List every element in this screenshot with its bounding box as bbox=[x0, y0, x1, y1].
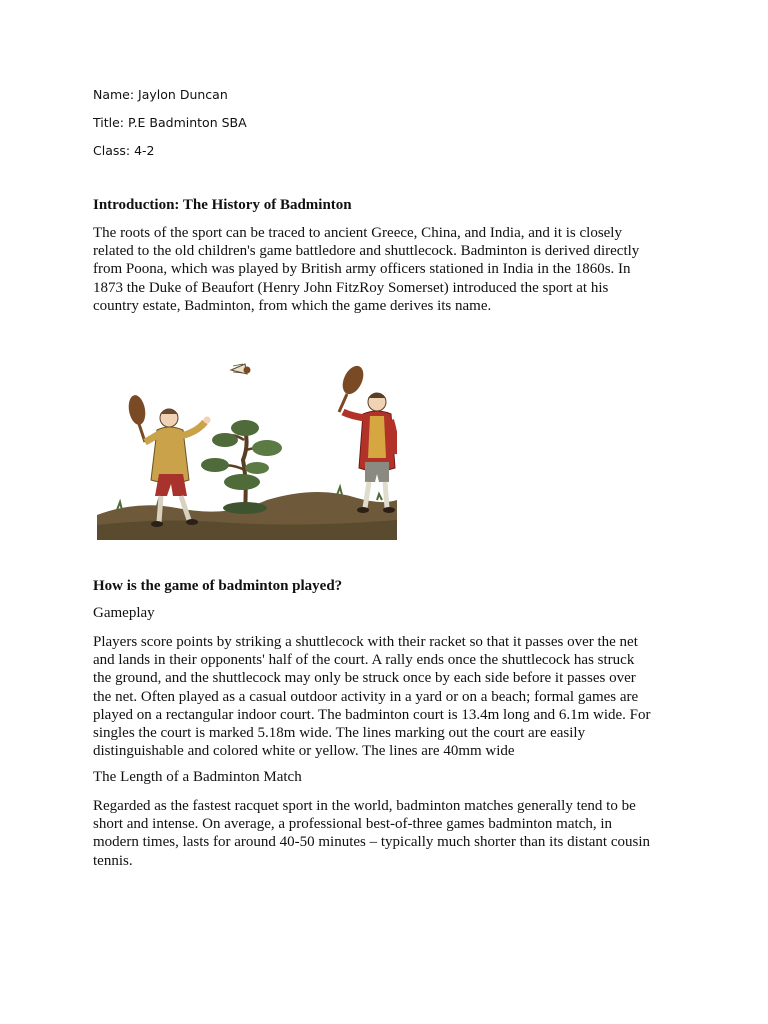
intro-paragraph bbox=[93, 224, 683, 315]
gameplay-paragraph bbox=[93, 633, 683, 760]
intro-line: related to the old children's game battledore and shuttlecock. Badminton is derived directly bbox=[93, 243, 640, 260]
gameplay-line: Players score points by striking a shuttlecock with their racket so that it passes over the net bbox=[93, 634, 638, 650]
intro-line: country estate, Badminton, from which the game derives its name. bbox=[93, 297, 492, 314]
class-label: Class: 4-2 bbox=[93, 143, 155, 158]
document-title: Title: P.E Badminton SBA bbox=[93, 115, 247, 130]
intro-line: from Poona, which was played by British army officers stationed in India in the 1860s. In bbox=[93, 261, 631, 278]
battledore-and-shuttlecock-illustration bbox=[97, 350, 397, 540]
student-name: Name: Jaylon Duncan bbox=[93, 87, 228, 102]
right-player bbox=[339, 363, 396, 513]
right-racket-icon bbox=[339, 363, 368, 398]
gameplay-line: and lands in their opponents' half of the court. A rally ends once the shuttlecock has struck bbox=[93, 652, 635, 669]
match-length-line: Regarded as the fastest racquet sport in the world, badminton matches generally tend to be bbox=[93, 798, 636, 814]
match-length-paragraph bbox=[93, 797, 683, 870]
intro-heading: Introduction: The History of Badminton bbox=[93, 197, 352, 213]
left-racket-icon bbox=[127, 394, 148, 426]
gameplay-line: the net. Often played as a casual outdoor activity in a yard or on a beach; formal games are bbox=[93, 688, 639, 705]
gameplay-line: the ground, and the shuttlecock may only be struck once by each side before it passes over bbox=[93, 670, 636, 687]
shuttlecock-icon bbox=[231, 364, 251, 374]
gameplay-line: played on a rectangular indoor court. The badminton court is 13.4m long and 6.1m wide. For bbox=[93, 706, 651, 723]
match-length-line: short and intense. On average, a professional best-of-three games badminton match, in bbox=[93, 816, 613, 833]
intro-line: The roots of the sport can be traced to ancient Greece, China, and India, and it is closely bbox=[93, 225, 622, 241]
match-length-line: tennis. bbox=[93, 852, 133, 869]
match-length-subheading: The Length of a Badminton Match bbox=[93, 769, 302, 785]
gameplay-line: singles the court is marked 5.18m wide. The lines marking out the court are easily bbox=[93, 725, 586, 742]
gameplay-subheading: Gameplay bbox=[93, 605, 155, 621]
intro-line: 1873 the Duke of Beaufort (Henry John FitzRoy Somerset) introduced the sport at his bbox=[93, 279, 609, 296]
match-length-line: modern times, lasts for around 40-50 minutes – typically much shorter than its distant cousin bbox=[93, 834, 650, 851]
gameplay-heading: How is the game of badminton played? bbox=[93, 578, 343, 594]
gameplay-line: distinguishable and colored white or yellow. The lines are 40mm wide bbox=[93, 743, 515, 760]
